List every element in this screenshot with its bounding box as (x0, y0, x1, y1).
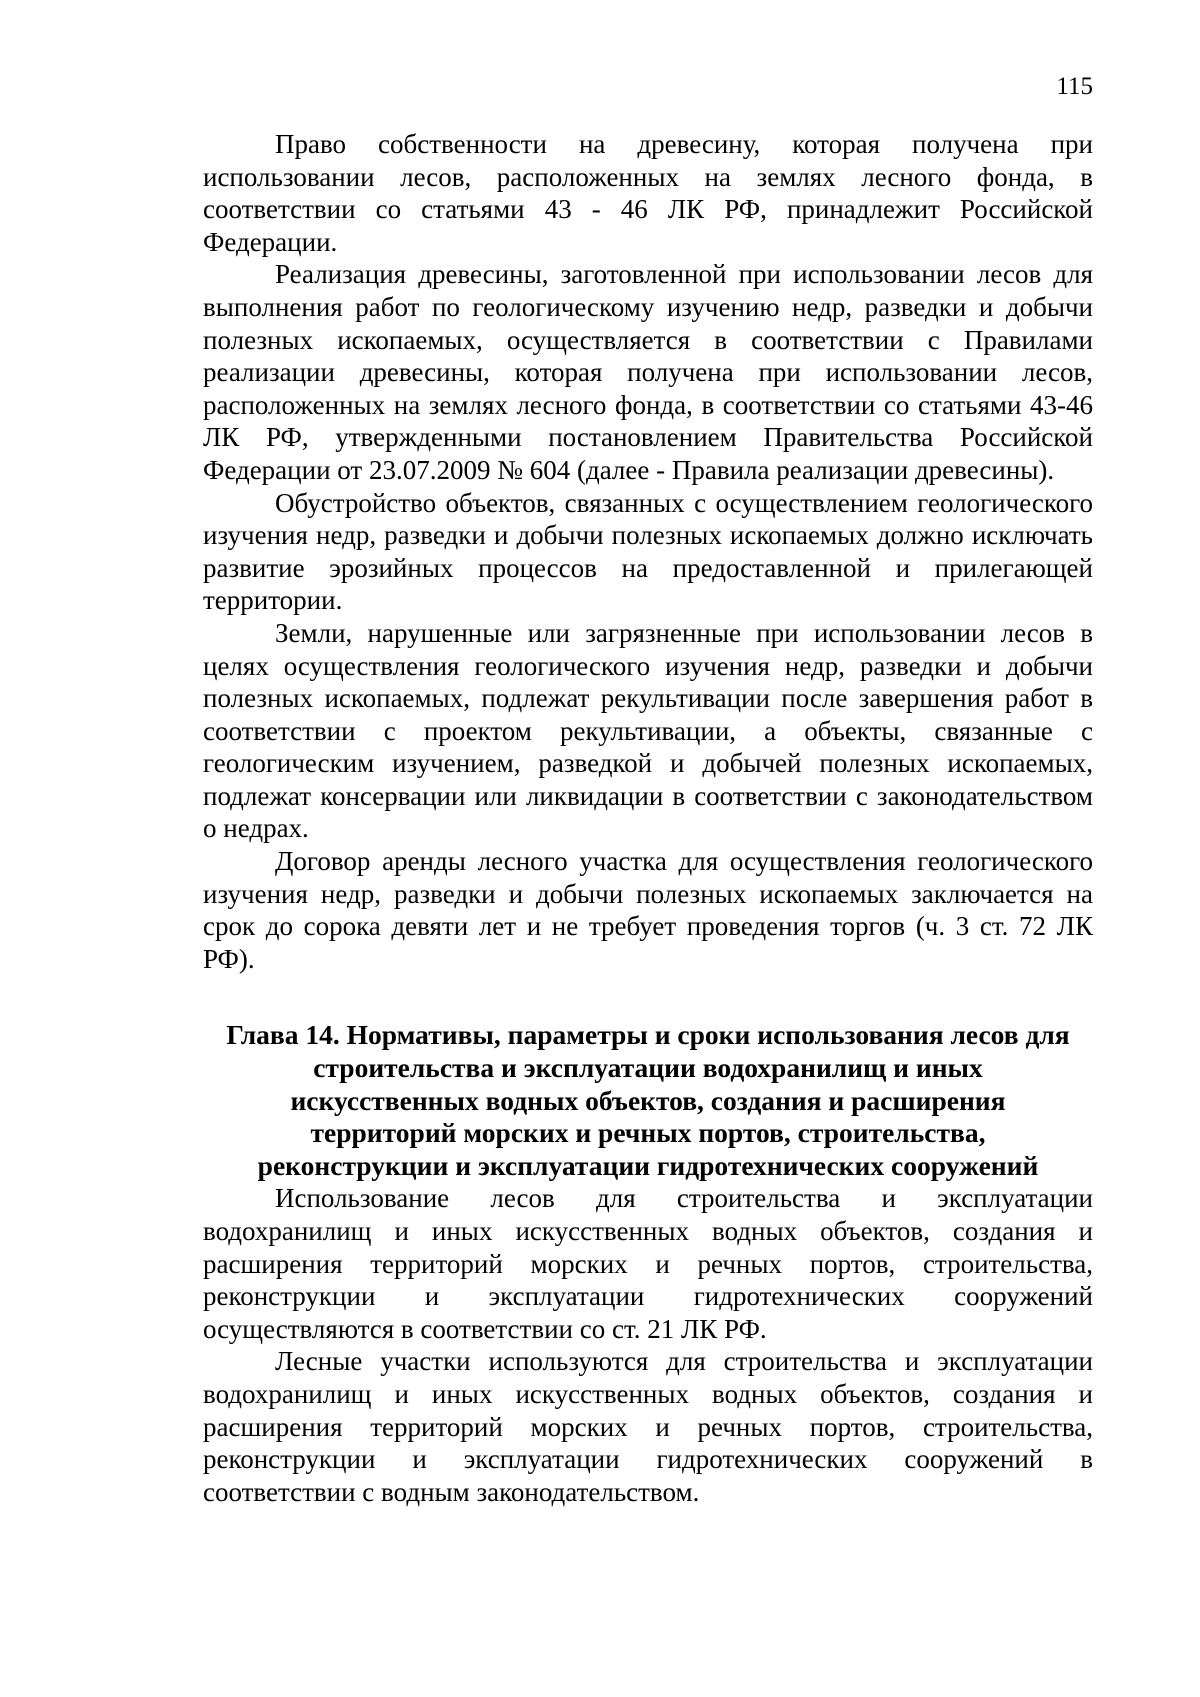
chapter-heading-line: реконструкции и эксплуатации гидротехнических сооружений (257, 1149, 1039, 1181)
page-content (203, 128, 1093, 1508)
paragraph-wood-ownership: Право собственности на древесину, которая получена при использовании лесов, расположенных на землях лесного фонда, в соответствии со статьями 43 - 46 ЛК РФ, принадлежит Российской Федерации. (203, 129, 1093, 257)
paragraph-forest-plots-use: Лесные участки используются для строительства и эксплуатации водохранилищ и иных искусственных водных объектов, создания и расширения территорий морских и речных портов, строительства, реконструкции и эксплуатации гидротехнических сооружений в соответствии с водным законодательством. (203, 1346, 1093, 1507)
chapter-heading-line: строительства и эксплуатации водохранилищ и иных (313, 1052, 983, 1084)
chapter-heading-line: Глава 14. Нормативы, параметры и сроки использования лесов для (226, 1019, 1070, 1051)
paragraph-forest-use-basis: Использование лесов для строительства и эксплуатации водохранилищ и иных искусственных водных объектов, создания и расширения территорий морских и речных портов, строительства, реконструкции и эксплуатации гидротехнических сооружений осуществляются в соответствии со ст. 21 ЛК РФ. (203, 1183, 1093, 1344)
paragraph-wood-sale: Реализация древесины, заготовленной при использовании лесов для выполнения работ по геологическому изучению недр, разведки и добычи полезных ископаемых, осуществляется в соответствии с Правилами реализации древесины, которая получена при использовании лесов, расположенных на землях лесного фонда, в соответствии со статьями 43-46 ЛК РФ, утвержденными постановлением Правительства Российской Федерации от 23.07.2009 № 604 (далее - Правила реализации древесины). (203, 259, 1093, 485)
chapter-heading-line: искусственных водных объектов, создания и расширения (290, 1084, 1006, 1116)
paragraph-lease-agreement: Договор аренды лесного участка для осуществления геологического изучения недр, разведки и добычи полезных ископаемых заключается на срок до сорока девяти лет и не требует проведения торгов (ч. 3 ст. 72 ЛК РФ). (203, 846, 1093, 974)
paragraph-land-reclamation: Земли, нарушенные или загрязненные при использовании лесов в целях осуществления геологического изучения недр, разведки и добычи полезных ископаемых, подлежат рекультивации после завершения работ в соответствии с проектом рекультивации, а объекты, связанные с геологическим изучением, разведкой и добычей полезных ископаемых, подлежат консервации или ликвидации в соответствии с законодательством о недрах. (203, 617, 1093, 844)
chapter-heading-line: территорий морских и речных портов, строительства, (310, 1117, 986, 1149)
chapter-heading (203, 1019, 1093, 1182)
paragraph-site-arrangement: Обустройство объектов, связанных с осуществлением геологического изучения недр, разведки и добычи полезных ископаемых должно исключать развитие эрозийных процессов на предоставленной и прилегающей территории. (203, 487, 1093, 616)
page-number: 115 (1056, 73, 1093, 100)
